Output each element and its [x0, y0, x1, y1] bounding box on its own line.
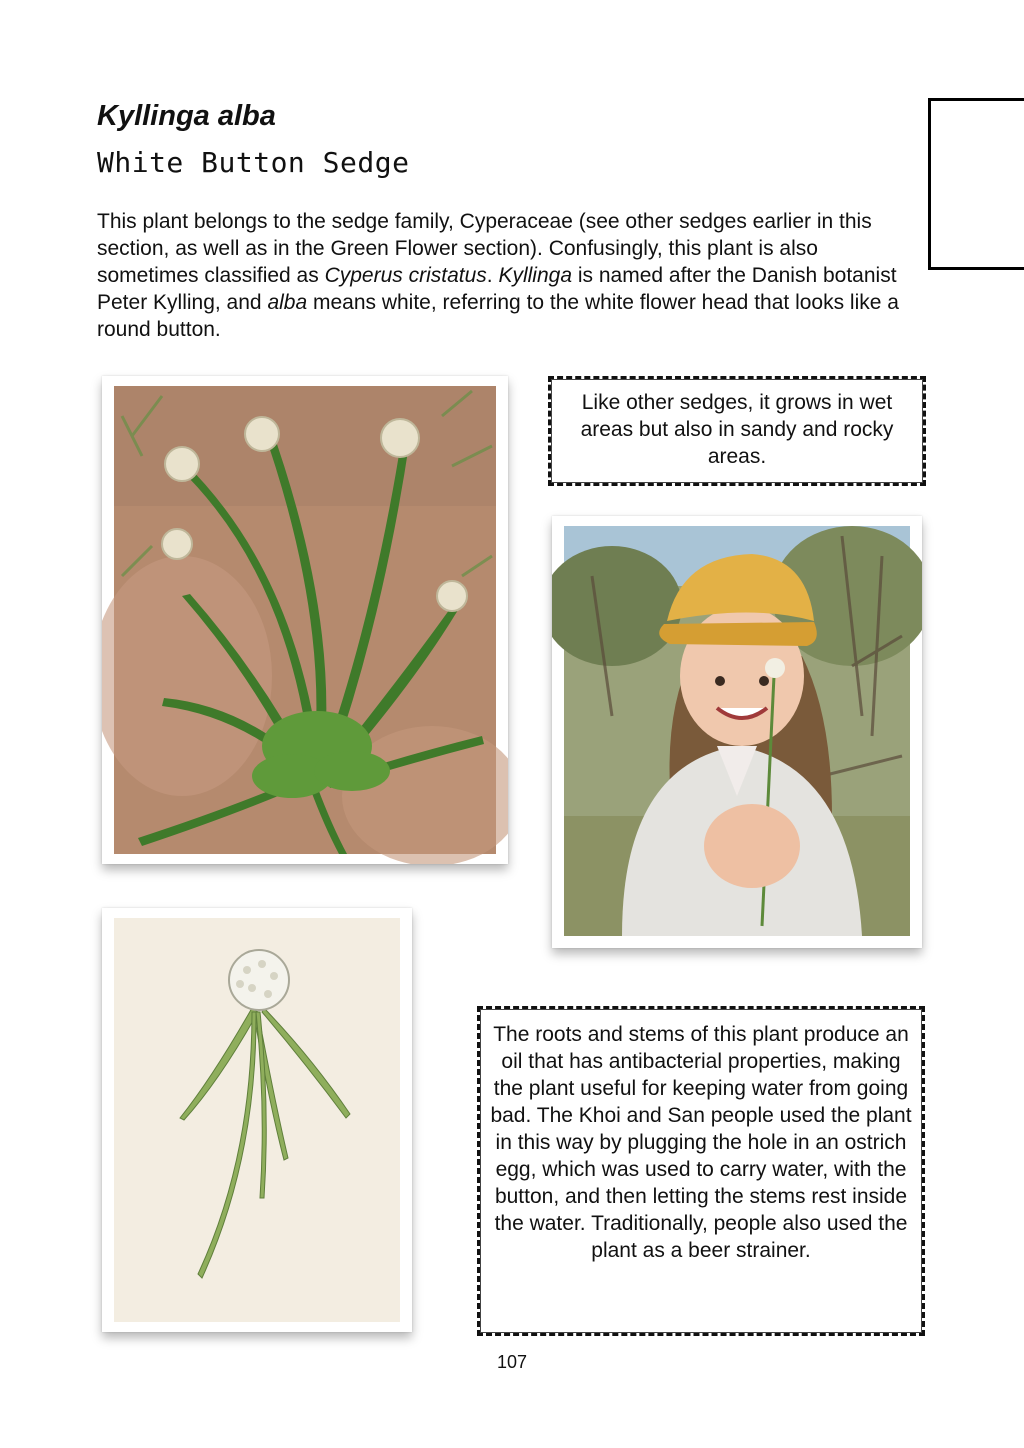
intro-text-4: means white, referring to the white flower head that looks like a round button. [97, 291, 899, 341]
intro-text-2: . [486, 264, 499, 287]
synonym-name: Cyperus cristatus [324, 264, 487, 287]
child-photo [552, 516, 922, 948]
page-number: 107 [496, 1352, 528, 1372]
botanical-illustration [102, 908, 412, 1332]
uses-note: The roots and stems of this plant produce an oil that has antibacterial properties, making the plant useful for keeping water from going bad. The Khoi and San people used the plant in this way by plugging the hole in an ostrich egg, which was used to carry water, with the button, and then letting the stems rest inside the water. Traditionally, people also used the plant as a beer strainer. [477, 1006, 925, 1336]
intro-text-3: is named after the Danish botanist Peter Kylling, and [97, 264, 897, 314]
section-tab-box [928, 98, 1024, 270]
common-name: White Button Sedge [97, 146, 410, 179]
genus-name: Kyllinga [498, 264, 573, 287]
intro-paragraph [97, 208, 917, 343]
species-name: alba [267, 291, 308, 314]
scientific-name: Kyllinga alba [97, 100, 276, 132]
intro-text-1: This plant belongs to the sedge family, Cyperaceae (see other sedges earlier in this section, as well as in the Green Flower section). Confusingly, this plant is also sometimes classified as [97, 210, 872, 287]
habitat-note: Like other sedges, it grows in wet areas but also in sandy and rocky areas. [548, 376, 926, 486]
plant-photo [102, 376, 508, 864]
